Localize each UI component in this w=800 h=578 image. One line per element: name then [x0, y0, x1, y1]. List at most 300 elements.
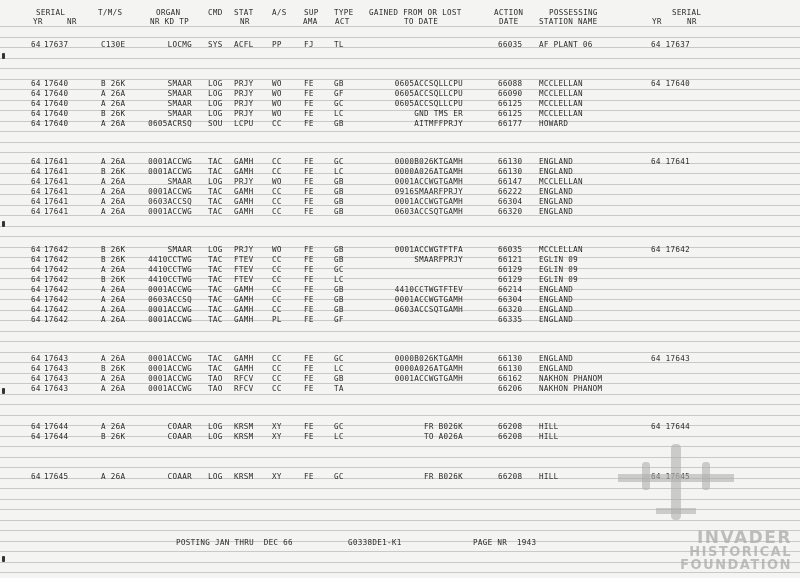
table-row: [0, 374, 800, 384]
cell-yr: 64: [31, 177, 41, 186]
cell-tms: B 26K: [101, 255, 126, 264]
ruled-line: [0, 131, 800, 132]
cell-organ: 0001ACCWG: [148, 364, 192, 373]
cell-gained: 0000B026KTGAMH: [394, 354, 463, 363]
cell-action: 66162: [498, 374, 523, 383]
cell-tms: A 26A: [101, 305, 126, 314]
cell-type: GC: [334, 472, 344, 481]
cell-station: ENGLAND: [539, 187, 574, 196]
cell-stat: FTEV: [234, 275, 254, 284]
cell-cmd: LOG: [208, 245, 223, 254]
cell-as: CC: [272, 187, 282, 196]
cell-sup: FE: [304, 472, 314, 481]
table-row: [0, 315, 800, 325]
cell-type: GB: [334, 207, 344, 216]
cell-tms: A 26A: [101, 285, 126, 294]
cell-yr: 64: [31, 79, 41, 88]
cell-cmd: TAC: [208, 295, 223, 304]
header-serial: SERIAL: [36, 8, 66, 17]
cell-type: GB: [334, 255, 344, 264]
cell-station: MCCLELLAN: [539, 99, 583, 108]
cell-stat: PRJY: [234, 99, 254, 108]
cell-station: EGLIN 09: [539, 255, 578, 264]
watermark-line3: FOUNDATION: [680, 558, 792, 573]
cell-stat: KRSM: [234, 472, 254, 481]
cell-organ: 0605ACRSQ: [148, 119, 192, 128]
cell-tms: A 26A: [101, 197, 126, 206]
cell-nr: 17644: [44, 422, 69, 431]
cell-action: 66320: [498, 207, 523, 216]
cell-action: 66088: [498, 79, 523, 88]
cell-nr: 17643: [44, 374, 69, 383]
cell-tms: B 26K: [101, 109, 126, 118]
cell-sup: FE: [304, 187, 314, 196]
cell-sup: FE: [304, 167, 314, 176]
cell-cmd: TAC: [208, 275, 223, 284]
cell-yr: 64: [31, 384, 41, 393]
cell-organ: 0001ACCWG: [148, 187, 192, 196]
cell-stat: GAMH: [234, 157, 254, 166]
cell-gained: 0605ACCSQLLCPU: [394, 79, 463, 88]
cell-action: 66090: [498, 89, 523, 98]
header-date: DATE: [499, 17, 519, 26]
cell-sup: FE: [304, 275, 314, 284]
cell-action: 66206: [498, 384, 523, 393]
cell-sup: FE: [304, 432, 314, 441]
cell-as: PP: [272, 40, 282, 49]
cell-tms: A 26A: [101, 177, 126, 186]
cell-gained: 4410CCTWGTFTEV: [394, 285, 463, 294]
ruled-line: [0, 37, 800, 38]
cell-cmd: TAC: [208, 265, 223, 274]
cell-nr: 17640: [44, 99, 69, 108]
cell-yr: 64: [31, 315, 41, 324]
header-serial-right: SERIAL: [672, 8, 702, 17]
cell-cmd: SOU: [208, 119, 223, 128]
cell-stat: LCPU: [234, 119, 254, 128]
header-type: TYPE: [334, 8, 354, 17]
cell-type: GC: [334, 354, 344, 363]
ruled-line: [0, 331, 800, 332]
cell-organ: SMAAR: [167, 109, 192, 118]
cell-action: 66304: [498, 295, 523, 304]
cell-yr: 64: [31, 187, 41, 196]
cell-gained: 0000B026KTGAMH: [394, 157, 463, 166]
cell-nr: 17641: [44, 177, 69, 186]
cell-stat: GAMH: [234, 315, 254, 324]
cell-type: GC: [334, 422, 344, 431]
cell-station: MCCLELLAN: [539, 79, 583, 88]
cell-type: GF: [334, 89, 344, 98]
header-as: A/S: [272, 8, 287, 17]
cell-nr: 17642: [44, 285, 69, 294]
ruled-line: [0, 142, 800, 143]
cell-nr: 17642: [44, 265, 69, 274]
cell-tms: A 26A: [101, 207, 126, 216]
cell-station: ENGLAND: [539, 197, 574, 206]
cell-organ: 0001ACCWG: [148, 157, 192, 166]
cell-sup: FE: [304, 315, 314, 324]
cell-yr: 64: [31, 255, 41, 264]
table-row: [0, 364, 800, 374]
cell-organ: SMAAR: [167, 245, 192, 254]
cell-serial-right: 64 17644: [651, 422, 690, 431]
cell-stat: KRSM: [234, 432, 254, 441]
header-station-name: STATION NAME: [539, 17, 598, 26]
cell-stat: PRJY: [234, 109, 254, 118]
cell-yr: 64: [31, 245, 41, 254]
table-row: [0, 89, 800, 99]
cell-sup: FJ: [304, 40, 314, 49]
ruled-line: [0, 152, 800, 153]
cell-sup: FE: [304, 295, 314, 304]
cell-organ: 4410CCTWG: [148, 265, 192, 274]
cell-action: 66125: [498, 109, 523, 118]
punch-mark: [2, 53, 5, 59]
cell-stat: GAMH: [234, 364, 254, 373]
cell-organ: 4410CCTWG: [148, 275, 192, 284]
cell-station: HILL: [539, 472, 559, 481]
cell-station: MCCLELLAN: [539, 177, 583, 186]
cell-gained: 0001ACCWGTGAMH: [394, 374, 463, 383]
cell-cmd: LOG: [208, 432, 223, 441]
header-nr-kd-tp: NR KD TP: [150, 17, 189, 26]
table-row: [0, 432, 800, 442]
cell-tms: B 26K: [101, 275, 126, 284]
cell-gained: 0000A026ATGAMH: [394, 364, 463, 373]
cell-nr: 17642: [44, 245, 69, 254]
cell-organ: COAAR: [167, 422, 192, 431]
cell-sup: FE: [304, 119, 314, 128]
cell-tms: A 26A: [101, 315, 126, 324]
cell-as: WO: [272, 109, 282, 118]
cell-action: 66214: [498, 285, 523, 294]
table-row: [0, 187, 800, 197]
cell-type: LC: [334, 275, 344, 284]
cell-gained: 0001ACCWGTGAMH: [394, 295, 463, 304]
cell-gained: 0916SMAARFPRJY: [394, 187, 463, 196]
cell-station: HILL: [539, 432, 559, 441]
header-nr: NR: [67, 17, 77, 26]
header-action: ACTION: [494, 8, 524, 17]
cell-tms: A 26A: [101, 384, 126, 393]
cell-action: 66130: [498, 354, 523, 363]
footer-posting: POSTING JAN THRU DEC 66: [176, 538, 293, 547]
header-act: ACT: [335, 17, 350, 26]
header-stat: STAT: [234, 8, 254, 17]
cell-as: CC: [272, 265, 282, 274]
cell-station: ENGLAND: [539, 315, 574, 324]
cell-organ: 0001ACCWG: [148, 374, 192, 383]
cell-cmd: TAO: [208, 374, 223, 383]
cell-type: LC: [334, 364, 344, 373]
cell-sup: FE: [304, 79, 314, 88]
cell-tms: A 26A: [101, 354, 126, 363]
ruled-line: [0, 58, 800, 59]
cell-cmd: TAC: [208, 354, 223, 363]
cell-cmd: LOG: [208, 109, 223, 118]
cell-as: CC: [272, 285, 282, 294]
cell-sup: FE: [304, 422, 314, 431]
cell-nr: 17642: [44, 295, 69, 304]
cell-cmd: LOG: [208, 89, 223, 98]
cell-stat: GAMH: [234, 295, 254, 304]
ruled-line: [0, 26, 800, 27]
cell-action: 66147: [498, 177, 523, 186]
cell-tms: A 26A: [101, 472, 126, 481]
cell-organ: 4410CCTWG: [148, 255, 192, 264]
header-yr: YR: [33, 17, 43, 26]
table-row: [0, 295, 800, 305]
cell-type: GB: [334, 295, 344, 304]
cell-station: ENGLAND: [539, 207, 574, 216]
cell-sup: FE: [304, 374, 314, 383]
cell-nr: 17641: [44, 197, 69, 206]
cell-cmd: TAC: [208, 167, 223, 176]
ruled-line: [0, 226, 800, 227]
header-cmd: CMD: [208, 8, 223, 17]
cell-station: NAKHON PHANOM: [539, 384, 603, 393]
punch-mark: [2, 221, 5, 227]
cell-yr: 64: [31, 89, 41, 98]
cell-type: LC: [334, 432, 344, 441]
ruled-line: [0, 415, 800, 416]
table-row: [0, 422, 800, 432]
cell-type: GB: [334, 197, 344, 206]
cell-cmd: LOG: [208, 99, 223, 108]
table-row: [0, 157, 800, 167]
cell-action: 66129: [498, 265, 523, 274]
footer-page-number: PAGE NR 1943: [473, 538, 537, 547]
header-gained: GAINED FROM OR LOST: [369, 8, 462, 17]
cell-yr: 64: [31, 207, 41, 216]
cell-serial-right: 64 17641: [651, 157, 690, 166]
cell-tms: A 26A: [101, 119, 126, 128]
cell-organ: 0001ACCWG: [148, 285, 192, 294]
cell-as: XY: [272, 422, 282, 431]
cell-action: 66035: [498, 245, 523, 254]
cell-type: GB: [334, 79, 344, 88]
cell-nr: 17645: [44, 472, 69, 481]
cell-tms: B 26K: [101, 245, 126, 254]
cell-nr: 17640: [44, 89, 69, 98]
cell-stat: PRJY: [234, 79, 254, 88]
table-row: [0, 109, 800, 119]
cell-yr: 64: [31, 197, 41, 206]
cell-yr: 64: [31, 40, 41, 49]
cell-as: CC: [272, 207, 282, 216]
table-row: [0, 384, 800, 394]
cell-as: CC: [272, 364, 282, 373]
cell-as: CC: [272, 384, 282, 393]
cell-type: GB: [334, 119, 344, 128]
cell-as: CC: [272, 374, 282, 383]
ruled-line: [0, 341, 800, 342]
cell-tms: A 26A: [101, 374, 126, 383]
cell-stat: RFCV: [234, 384, 254, 393]
cell-tms: A 26A: [101, 265, 126, 274]
header-yr-right: YR: [652, 17, 662, 26]
punch-mark: [2, 556, 5, 562]
cell-sup: FE: [304, 364, 314, 373]
cell-organ: SMAAR: [167, 89, 192, 98]
cell-action: 66208: [498, 472, 523, 481]
table-row: [0, 40, 800, 50]
table-row: [0, 177, 800, 187]
cell-station: ENGLAND: [539, 305, 574, 314]
cell-cmd: TAO: [208, 384, 223, 393]
cell-sup: FE: [304, 157, 314, 166]
cell-action: 66129: [498, 275, 523, 284]
cell-gained: 0001ACCWGTGAMH: [394, 197, 463, 206]
cell-stat: GAMH: [234, 167, 254, 176]
cell-cmd: LOG: [208, 79, 223, 88]
cell-station: ENGLAND: [539, 167, 574, 176]
cell-nr: 17643: [44, 384, 69, 393]
cell-as: CC: [272, 167, 282, 176]
cell-tms: A 26A: [101, 157, 126, 166]
cell-as: CC: [272, 119, 282, 128]
cell-cmd: TAC: [208, 157, 223, 166]
cell-organ: SMAAR: [167, 99, 192, 108]
cell-action: 66035: [498, 40, 523, 49]
cell-yr: 64: [31, 472, 41, 481]
cell-stat: PRJY: [234, 177, 254, 186]
cell-station: MCCLELLAN: [539, 245, 583, 254]
aircraft-silhouette-icon: [616, 442, 736, 522]
cell-station: ENGLAND: [539, 354, 574, 363]
cell-action: 66208: [498, 432, 523, 441]
cell-yr: 64: [31, 374, 41, 383]
cell-serial-right: 64 17640: [651, 79, 690, 88]
cell-cmd: TAC: [208, 255, 223, 264]
cell-nr: 17642: [44, 255, 69, 264]
cell-yr: 64: [31, 99, 41, 108]
cell-gained: FR B026K: [424, 422, 463, 431]
cell-nr: 17640: [44, 79, 69, 88]
cell-gained: SMAARFPRJY: [414, 255, 463, 264]
cell-action: 66130: [498, 167, 523, 176]
table-row: [0, 255, 800, 265]
cell-as: WO: [272, 89, 282, 98]
table-row: [0, 305, 800, 315]
cell-stat: GAMH: [234, 285, 254, 294]
cell-tms: A 26A: [101, 422, 126, 431]
cell-action: 66121: [498, 255, 523, 264]
cell-cmd: TAC: [208, 364, 223, 373]
header-sup: SUP: [304, 8, 319, 17]
cell-type: GB: [334, 305, 344, 314]
header-ama: AMA: [303, 17, 318, 26]
cell-nr: 17641: [44, 167, 69, 176]
table-row: [0, 99, 800, 109]
header-possessing: POSSESSING: [549, 8, 598, 17]
cell-station: HILL: [539, 422, 559, 431]
cell-as: XY: [272, 432, 282, 441]
cell-type: TA: [334, 384, 344, 393]
watermark: [606, 442, 796, 572]
cell-yr: 64: [31, 119, 41, 128]
cell-organ: 0001ACCWG: [148, 354, 192, 363]
cell-tms: B 26K: [101, 432, 126, 441]
cell-sup: FE: [304, 207, 314, 216]
cell-yr: 64: [31, 354, 41, 363]
cell-yr: 64: [31, 265, 41, 274]
cell-cmd: LOG: [208, 422, 223, 431]
cell-as: CC: [272, 197, 282, 206]
cell-gained: 0605ACCSQLLCPU: [394, 99, 463, 108]
cell-station: ENGLAND: [539, 364, 574, 373]
cell-sup: FE: [304, 197, 314, 206]
cell-station: ENGLAND: [539, 285, 574, 294]
cell-stat: KRSM: [234, 422, 254, 431]
cell-nr: 17641: [44, 187, 69, 196]
cell-gained: 0605ACCSQLLCPU: [394, 89, 463, 98]
cell-nr: 17637: [44, 40, 69, 49]
watermark-line1: INVADER: [696, 528, 792, 548]
cell-serial-right: 64 17637: [651, 40, 690, 49]
cell-stat: FTEV: [234, 265, 254, 274]
cell-tms: B 26K: [101, 167, 126, 176]
cell-as: WO: [272, 99, 282, 108]
cell-organ: SMAAR: [167, 79, 192, 88]
watermark-line2: HISTORICAL: [689, 545, 792, 560]
cell-cmd: TAC: [208, 305, 223, 314]
cell-gained: AITMFFPRJY: [414, 119, 463, 128]
table-row: [0, 197, 800, 207]
cell-cmd: SYS: [208, 40, 223, 49]
cell-sup: FE: [304, 177, 314, 186]
cell-as: WO: [272, 177, 282, 186]
cell-sup: FE: [304, 245, 314, 254]
cell-type: GC: [334, 157, 344, 166]
cell-stat: GAMH: [234, 305, 254, 314]
cell-nr: 17643: [44, 364, 69, 373]
header-stat-nr: NR: [240, 17, 250, 26]
cell-stat: FTEV: [234, 255, 254, 264]
cell-cmd: TAC: [208, 207, 223, 216]
cell-action: 66320: [498, 305, 523, 314]
cell-organ: SMAAR: [167, 177, 192, 186]
cell-organ: COAAR: [167, 432, 192, 441]
cell-type: GB: [334, 374, 344, 383]
cell-as: CC: [272, 255, 282, 264]
cell-station: HOWARD: [539, 119, 569, 128]
cell-yr: 64: [31, 275, 41, 284]
cell-nr: 17643: [44, 354, 69, 363]
cell-stat: GAMH: [234, 354, 254, 363]
table-row: [0, 354, 800, 364]
cell-sup: FE: [304, 265, 314, 274]
table-row: [0, 119, 800, 129]
footer-code: G0338DE1-K1: [348, 538, 402, 547]
cell-station: ENGLAND: [539, 295, 574, 304]
cell-organ: 0603ACCSQ: [148, 295, 192, 304]
cell-yr: 64: [31, 295, 41, 304]
cell-station: EGLIN 09: [539, 265, 578, 274]
cell-stat: RFCV: [234, 374, 254, 383]
cell-serial-right: 64 17642: [651, 245, 690, 254]
cell-organ: 0001ACCWG: [148, 207, 192, 216]
cell-station: MCCLELLAN: [539, 109, 583, 118]
cell-stat: PRJY: [234, 89, 254, 98]
header-to-date: TO DATE: [404, 17, 439, 26]
cell-action: 66177: [498, 119, 523, 128]
cell-type: GC: [334, 99, 344, 108]
cell-tms: B 26K: [101, 364, 126, 373]
cell-as: CC: [272, 275, 282, 284]
cell-nr: 17640: [44, 119, 69, 128]
